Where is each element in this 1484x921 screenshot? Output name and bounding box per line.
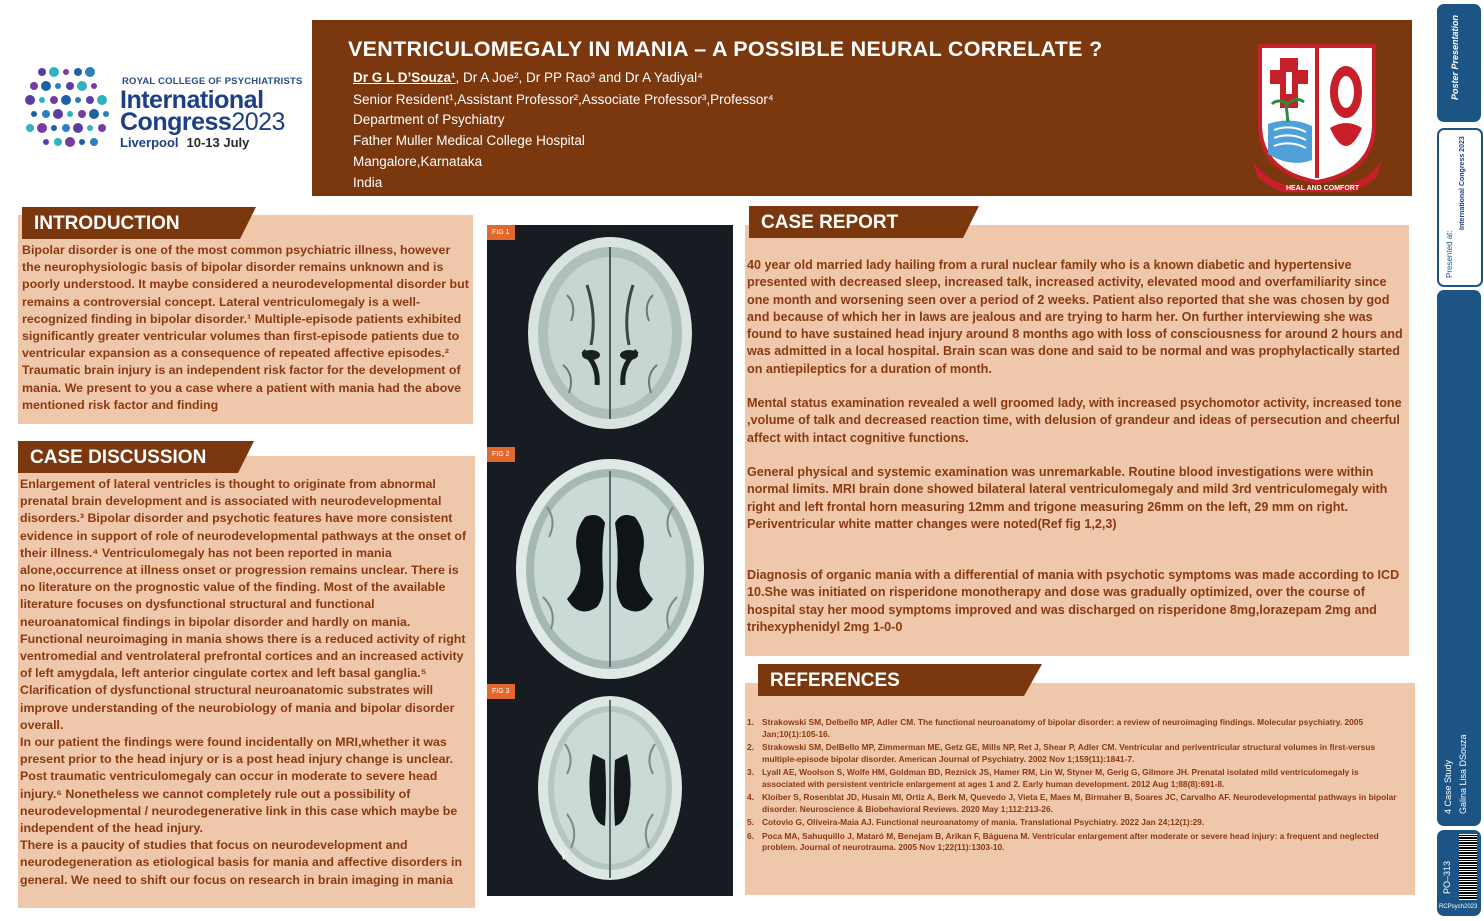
logo-dot	[51, 125, 57, 131]
logo-dot	[49, 67, 59, 77]
logo-dot	[66, 82, 74, 90]
case-report-paragraph: Diagnosis of organic mania with a differential of mania with psychotic symptoms was made according to ICD 10.She was initiated on risperidone monotherapy and dose was gradually optimized, over the course of hospital stay her mood symptoms improved and was discharged on risperidone 8mg,lorazepam 2mg and trihexyphenidyl 2mg 1-0-0	[747, 568, 1400, 635]
reference-item	[747, 767, 1397, 790]
sidebar-presented-at: Presented at:	[1445, 230, 1454, 278]
discussion-paragraph: Enlargement of lateral ventricles is thought to originate from abnormal prenatal brain development and is associated with neurodevelopmental disorders.³ Bipolar disorder and psychotic features have more consistent evidence in support of role of neurodevelopmental pathways at the onset of their illness.⁴ Ventriculomegaly has not been reported in mania alone,occurrence at illness onset or progression remains unclear. There is no literature on the prognostic value of the finding. Most of the available literature focuses on dysfunctional structural and functional neuroanatomical findings in bipolar disorder and hardly on mania.	[20, 477, 467, 629]
logo-dot	[62, 124, 70, 132]
logo-dot	[38, 68, 46, 76]
logo-city-dates	[120, 135, 249, 150]
mri-brain-image-1	[487, 225, 733, 447]
references-heading: REFERENCES	[770, 670, 900, 691]
case-report-paragraph: General physical and systemic examination was unremarkable. Routine blood investigations were within normal limits. MRI brain done showed bilateral lateral ventriculomegaly and mild 3rd ventriculomegaly with right and left frontal horn measuring 12mm and trigone measuring 26mm on the left, 29 mm on right. Periventricular white matter changes were noted(Ref fig 1,2,3)	[747, 464, 1388, 531]
affiliation-city: Mangalore,Karnataka	[353, 154, 483, 169]
introduction-heading: INTRODUCTION	[34, 213, 180, 234]
reference-number: 3.	[747, 767, 754, 777]
reference-number: 4.	[747, 792, 754, 802]
logo-dot	[91, 83, 97, 89]
congress-logo	[20, 58, 310, 168]
case-report-tab	[749, 206, 981, 238]
logo-dot	[50, 96, 58, 104]
case-report-text	[747, 257, 1407, 636]
author-line	[353, 70, 703, 85]
poster-title: VENTRICULOMEGALY IN MANIA – A POSSIBLE NEURAL CORRELATE ?	[348, 37, 1103, 61]
logo-dot	[98, 124, 106, 132]
logo-dot	[53, 109, 63, 119]
logo-dot	[41, 81, 51, 91]
logo-dot	[77, 81, 87, 91]
discussion-tab	[18, 441, 262, 473]
sidebar-congress: International Congress 2023	[1459, 136, 1466, 230]
reference-number: 1.	[747, 717, 754, 727]
reference-item	[747, 817, 1397, 829]
case-report-paragraph: 40 year old married lady hailing from a rural nuclear family who is a known diabetic and hypertensive presented with decreased sleep, increased talk, increased activity, elevated mood and overfamiliarity since one month and worsening seen over a period of 2 weeks. Patient also reported that she was chosen by god and because of which her in laws are jealous and are trying to harm her. On further interviewing she was found to have sustained head injury around 8 months ago with loss of consciousness for around 2 hours and was admitted in a local hospital. Brain scan was done and said to be normal and was prophylactically started on antiepileptics for a duration of month.	[747, 258, 1403, 376]
author-rest: , Dr A Joe², Dr PP Rao³ and Dr A Yadiyal⁴	[455, 70, 703, 85]
sidebar-case-type: 4 Case Study	[1443, 759, 1453, 814]
affiliation-dept: Department of Psychiatry	[353, 112, 505, 127]
reference-number: 6.	[747, 830, 754, 841]
introduction-tab	[22, 207, 262, 239]
logo-dot	[87, 125, 93, 131]
logo-dates: 10-13 July	[186, 135, 250, 150]
discussion-paragraph: Functional neuroimaging in mania shows there is a reduced activity of right ventromedial and ventrolateral prefrontal cortices and an increased activity of left amygdala, left anterior cingulate cortex and left basal ganglia.⁵ Clarification of dysfunctional structural neuroanatomic substrates will improve understanding of the neurobiology of mania and bipolar disorder overall.	[20, 631, 466, 732]
reference-number: 2.	[747, 742, 754, 752]
logo-dot	[43, 139, 49, 145]
logo-dot	[39, 97, 45, 103]
logo-line2: Congress2023	[120, 108, 285, 136]
logo-dot	[42, 110, 50, 118]
logo-dot	[31, 111, 37, 117]
logo-dot	[90, 138, 98, 146]
sidebar-presented-card	[1437, 128, 1483, 287]
dots-logo-icon	[20, 58, 112, 168]
barcode-icon	[1459, 834, 1477, 900]
logo-dot	[61, 95, 71, 105]
logo-dot	[54, 138, 62, 146]
sidebar-poster-id: PO–313	[1442, 860, 1452, 894]
references-tab	[758, 664, 1044, 696]
case-report-paragraph: Mental status examination revealed a well groomed lady, with increased psychomotor activity, increased tone ,volume of talk and decreased reaction time, with delusion of grandeur and ideas of persecution and cheerful affect with intact cognitive functions.	[747, 396, 1402, 445]
mri-brain-image-3	[487, 684, 733, 896]
logo-dot	[79, 139, 85, 145]
reference-text: Cotovio G, Oliveira-Maia AJ. Functional neuroanatomy of mania. Translational Psychiatry. 2022 Jan 24;12(1):29.	[762, 817, 1205, 827]
figure-2-label: FIG 2	[487, 447, 515, 462]
logo-dot	[63, 69, 69, 75]
mri-brain-image-2	[487, 447, 733, 684]
poster-header	[312, 20, 1412, 196]
introduction-text: Bipolar disorder is one of the most common psychiatric illness, however the neurophysiologic basis of bipolar disorder remains unknown and is poorly understood. It maybe considered a neurodevelopmental disorder but remains a controversial concept. Lateral ventriculomegaly is a well-recognized finding in bipolar disorder.¹ Multiple-episode patients exhibited significantly greater ventricular volumes than first-episode patients due to ventricular expansion as a consequence of repeated affective episodes.² Traumatic brain injury is an independent risk factor for the development of mania. We present to you a case where a patient with mania had the above mentioned risk factor and finding	[22, 243, 469, 412]
logo-dot	[74, 68, 82, 76]
logo-org: ROYAL COLLEGE OF PSYCHIATRISTS	[122, 76, 303, 87]
reference-item	[747, 831, 1397, 854]
reference-item	[747, 792, 1397, 815]
sidebar-hashtag: RCPsych2023	[1439, 904, 1478, 910]
reference-item	[747, 717, 1397, 740]
affiliation-hospital: Father Muller Medical College Hospital	[353, 133, 585, 148]
logo-dot	[78, 110, 86, 118]
emblem-motto: HEAL AND COMFORT	[1286, 185, 1360, 192]
figure-2	[487, 447, 733, 684]
figure-3	[487, 684, 733, 896]
discussion-paragraph: There is a paucity of studies that focus on neurodevelopment and neurodegeneration as etiological basis for mania and affective disorders in general. We need to shift our focus on research in brain imaging in mania	[20, 838, 463, 887]
logo-dot	[26, 124, 34, 132]
figure-1-label: FIG 1	[487, 225, 515, 240]
affiliation-roles: Senior Resident¹,Assistant Professor²,Associate Professor³,Professor⁴	[353, 92, 774, 107]
affiliation-country: India	[353, 175, 383, 190]
logo-dot	[67, 111, 73, 117]
figure-3-label: FIG 3	[487, 684, 515, 699]
logo-dot	[30, 82, 38, 90]
reference-text: Strakowski SM, DelBello MP, Zimmerman ME, Getz GE, Mills NP, Ret J, Shear P, Adler CM. Ventricular and periventricular structural volumes in first-versus multiple-episode bipolar disorder. American Journal of Psychiatry. 2002 Nov 1;159(11):1841-7.	[762, 742, 1376, 764]
logo-dot	[55, 83, 61, 89]
logo-city: Liverpool	[120, 135, 179, 150]
sidebar-brand-card	[1437, 4, 1481, 122]
logo-dot	[86, 96, 94, 104]
sidebar-case-card	[1437, 290, 1481, 826]
logo-dot	[25, 95, 35, 105]
logo-line1: International	[120, 86, 264, 114]
reference-item	[747, 742, 1397, 765]
logo-dot	[85, 67, 95, 77]
logo-dot	[75, 97, 81, 103]
discussion-paragraph: In our patient the findings were found incidentally on MRI,whether it was present prior to the head injury or is a post head injury change is unclear. Post traumatic ventriculomegaly can occur in moderate to severe head injury.⁶ Nonetheless we cannot completely rule out a possibility of neurodevelopmental / neurodegenerative link in this case which maybe be independent of the head injury.	[20, 735, 458, 836]
logo-dot	[37, 123, 47, 133]
reference-text: Kloiber S, Rosenblat JD, Husain MI, Ortiz A, Berk M, Quevedo J, Vieta E, Maes M, Birmaher B, Soares JC, Carvalho AF. Neurodevelopmental pathways in bipolar disorder. Neuroscience & Biobehavioral Reviews. 2020 May 1;112:213-26.	[762, 792, 1397, 814]
discussion-heading: CASE DISCUSSION	[30, 447, 207, 468]
sidebar-brand: Poster Presentation	[1450, 14, 1460, 100]
logo-dot	[103, 111, 109, 117]
sidebar-id-card	[1437, 830, 1481, 916]
college-emblem-icon	[1246, 32, 1388, 192]
figure-1	[487, 225, 733, 447]
sidebar-author: Galina Lisa DSouza	[1458, 734, 1468, 814]
author-main: Dr G L D’Souza¹	[353, 70, 456, 85]
case-report-heading: CASE REPORT	[761, 212, 899, 233]
reference-number: 5.	[747, 817, 754, 827]
references-list	[747, 717, 1397, 856]
discussion-text	[20, 476, 474, 889]
logo-dot	[89, 109, 99, 119]
logo-dot	[73, 123, 83, 133]
logo-dot	[97, 95, 107, 105]
reference-text: Poca MA, Sahuquillo J, Mataró M, Benejam B, Arikan F, Báguena M. Ventricular enlargement after moderate or severe head injury: a frequent and neglected problem. Journal of neurotrauma. 2005 Nov 1;22(11):1303-10.	[762, 830, 1379, 852]
logo-year: 2023	[231, 108, 285, 136]
logo-dot	[65, 137, 75, 147]
reference-text: Lyall AE, Woolson S, Wolfe HM, Goldman BD, Reznick JS, Hamer RM, Lin W, Styner M, Gerig G, Gilmore JH. Prenatal isolated mild ventriculomegaly is associated with persistent ventricle enlargement at ages 1 and 2. Early human development. 2012 Aug 1;88(8):691-8.	[762, 767, 1359, 789]
reference-text: Strakowski SM, Delbello MP, Adler CM. The functional neuroanatomy of bipolar disorder: a review of neuroimaging findings. Molecular psychiatry. 2005 Jan;10(1):105-16.	[762, 717, 1364, 739]
